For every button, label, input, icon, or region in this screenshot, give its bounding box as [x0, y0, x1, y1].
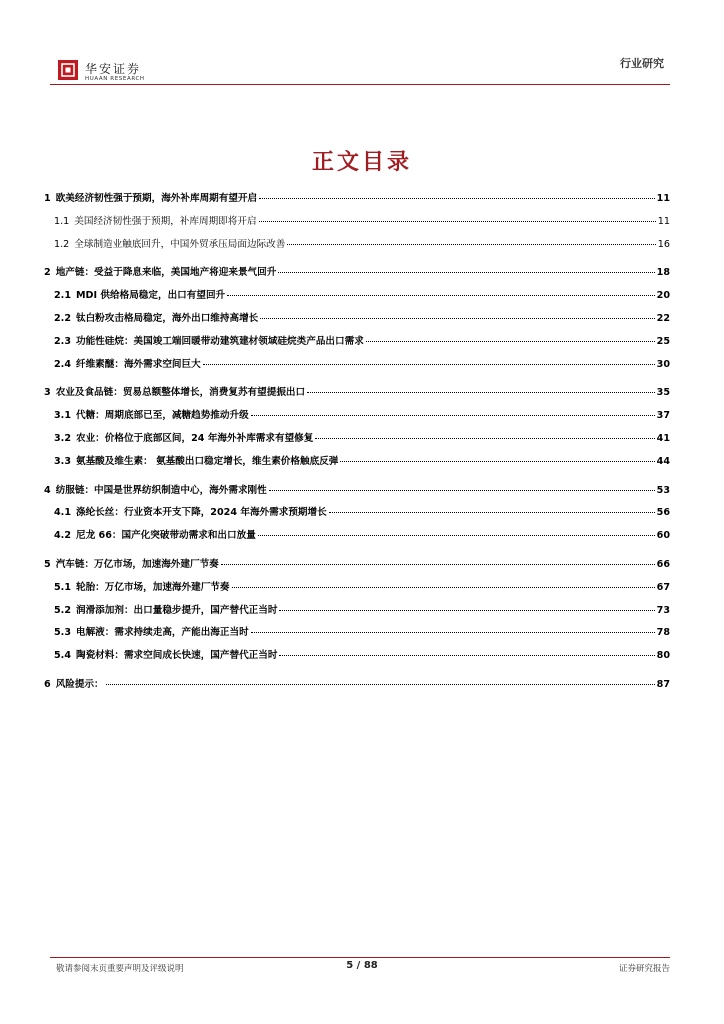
toc-leader-dots — [278, 265, 654, 273]
toc-entry-title: 钛白粉攻击格局稳定，海外出口维持高增长 — [76, 312, 259, 324]
section-label: 行业研究 — [620, 57, 664, 70]
toc-entry[interactable] — [44, 188, 670, 211]
toc-entry-page: 11 — [656, 193, 670, 204]
toc-entry-number: 3 — [44, 387, 51, 399]
toc-entry-page: 66 — [656, 558, 670, 570]
toc-entry[interactable] — [44, 331, 670, 354]
toc-entry[interactable] — [44, 234, 670, 257]
toc-entry[interactable] — [44, 405, 670, 428]
toc-entry-page: 60 — [656, 530, 670, 542]
toc-entry-page: 41 — [656, 432, 670, 444]
toc-entry-title: 全球制造业触底回升，中国外贸承压局面边际改善 — [74, 238, 286, 250]
toc-leader-dots — [106, 677, 655, 685]
logo-chinese-name: 华安证券 — [85, 62, 142, 76]
page-number — [0, 960, 724, 971]
logo-english-name: HUAAN RESEARCH — [85, 76, 145, 82]
toc-entry-number: 3.1 — [54, 410, 71, 422]
toc-entry-page: 73 — [656, 604, 670, 616]
toc-leader-dots — [279, 648, 654, 656]
toc-entry-page: 11 — [657, 215, 670, 227]
toc-entry-number: 4 — [44, 484, 51, 496]
toc-entry[interactable] — [44, 525, 670, 548]
toc-entry-title: 氨基酸及维生素： 氨基酸出口稳定增长，维生素价格触底反弹 — [76, 455, 339, 467]
toc-entry[interactable] — [44, 382, 670, 405]
toc-entry[interactable] — [44, 622, 670, 645]
header-divider — [50, 84, 670, 85]
toc-entry-page: 16 — [657, 238, 670, 250]
toc-entry-title: 润滑添加剂：出口量稳步提升，国产替代正当时 — [76, 604, 278, 616]
toc-entry[interactable] — [44, 480, 670, 503]
toc-entry-page: 67 — [656, 581, 670, 593]
toc-leader-dots — [232, 580, 655, 588]
page-current: 5 — [346, 960, 354, 971]
toc-entry-title: MDI 供给格局稳定，出口有望回升 — [76, 290, 226, 302]
toc-entry-page: 87 — [656, 678, 670, 690]
toc-entry-number: 5 — [44, 558, 51, 570]
huaan-logo-icon — [58, 60, 78, 80]
toc-entry[interactable] — [44, 211, 670, 234]
toc-leader-dots — [279, 603, 654, 611]
toc-entry[interactable] — [44, 354, 670, 377]
footer-divider — [50, 957, 670, 958]
toc-entry-page: 22 — [656, 312, 670, 324]
toc-entry[interactable] — [44, 262, 670, 285]
toc-leader-dots — [251, 408, 655, 416]
toc-entry-title: 尼龙 66：国产化突破带动需求和出口放量 — [76, 530, 256, 542]
toc-entry-title: 纺服链：中国是世界纺织制造中心，海外需求刚性 — [55, 484, 267, 496]
toc-entry[interactable] — [44, 502, 670, 525]
toc-entry-number: 5.1 — [54, 581, 71, 593]
toc-leader-dots — [366, 334, 655, 342]
toc-entry[interactable] — [44, 600, 670, 623]
toc-entry-page: 56 — [656, 507, 670, 519]
toc-entry-page: 53 — [656, 484, 670, 496]
page-header — [0, 0, 724, 90]
toc-entry-page: 18 — [656, 267, 670, 279]
page-title: 正文目录 — [311, 150, 412, 175]
toc-entry[interactable] — [44, 577, 670, 600]
toc-entry-number: 2.3 — [54, 335, 71, 347]
toc-entry-number: 5.3 — [54, 627, 71, 639]
toc-leader-dots — [258, 528, 655, 536]
toc-entry-number: 1 — [44, 193, 51, 204]
toc-entry-number: 4.1 — [54, 507, 71, 519]
toc-leader-dots — [329, 505, 655, 513]
toc-entry[interactable] — [44, 451, 670, 474]
toc-entry-title: 陶瓷材料：需求空间成长快速，国产替代正当时 — [76, 650, 278, 662]
toc-leader-dots — [260, 311, 654, 319]
toc-entry-number: 1.1 — [54, 215, 70, 227]
page-total: 88 — [363, 960, 378, 971]
toc-entry[interactable] — [44, 645, 670, 668]
toc-leader-dots — [259, 214, 656, 222]
toc-entry-title: 欧美经济韧性强于预期，海外补库周期有望开启 — [55, 193, 258, 204]
toc-entry-number: 5.2 — [54, 604, 71, 616]
toc-entry-number: 1.2 — [54, 238, 70, 250]
toc-entry-title: 轮胎：万亿市场，加速海外建厂节奏 — [76, 581, 230, 593]
toc-entry-title: 涤纶长丝：行业资本开支下降，2024 年海外需求预期增长 — [76, 507, 327, 519]
toc-leader-dots — [269, 483, 655, 491]
table-of-contents — [44, 188, 670, 697]
toc-entry-number: 2.4 — [54, 358, 71, 370]
footer-report-type: 证券研究报告 — [618, 964, 670, 974]
toc-entry-title: 农业：价格位于底部区间，24 年海外补库需求有望修复 — [76, 432, 314, 444]
toc-entry-page: 44 — [656, 455, 670, 467]
toc-leader-dots — [203, 357, 655, 365]
toc-leader-dots — [287, 237, 655, 245]
toc-leader-dots — [259, 191, 654, 199]
toc-entry-page: 78 — [656, 627, 670, 639]
toc-leader-dots — [251, 625, 655, 633]
footer-disclaimer: 敬请参阅末页重要声明及评级说明 — [56, 964, 184, 974]
toc-leader-dots — [340, 454, 654, 462]
toc-entry-number: 2.2 — [54, 312, 71, 324]
toc-leader-dots — [315, 431, 654, 439]
toc-entry-title: 纤维素醚：海外需求空间巨大 — [76, 358, 201, 370]
toc-entry[interactable] — [44, 554, 670, 577]
toc-entry[interactable] — [44, 674, 670, 697]
toc-entry-page: 25 — [656, 335, 670, 347]
toc-entry-page: 20 — [656, 290, 670, 302]
toc-entry-page: 30 — [656, 358, 670, 370]
toc-entry-title: 功能性硅烷：美国竣工端回暖带动建筑建材领域硅烷类产品出口需求 — [76, 335, 364, 347]
toc-entry-title: 风险提示： — [55, 678, 104, 690]
page-separator: / — [353, 960, 364, 971]
toc-entry-number: 2 — [44, 267, 51, 279]
toc-leader-dots — [227, 288, 655, 296]
toc-entry-number: 5.4 — [54, 650, 71, 662]
toc-leader-dots — [307, 385, 655, 393]
toc-entry-number: 6 — [44, 678, 51, 690]
toc-entry-page: 37 — [656, 410, 670, 422]
toc-entry[interactable] — [44, 308, 670, 331]
toc-entry-title: 美国经济韧性强于预期，补库周期即将开启 — [74, 215, 257, 227]
toc-entry[interactable] — [44, 285, 670, 308]
toc-entry-number: 2.1 — [54, 290, 71, 302]
toc-entry-title: 汽车链：万亿市场，加速海外建厂节奏 — [55, 558, 219, 570]
toc-entry-page: 80 — [656, 650, 670, 662]
toc-entry-number: 3.2 — [54, 432, 71, 444]
toc-entry-page: 35 — [656, 387, 670, 399]
toc-entry-number: 3.3 — [54, 455, 71, 467]
toc-entry-title: 代糖：周期底部已至，减糖趋势推动升级 — [76, 410, 249, 422]
toc-entry-title: 地产链：受益于降息来临，美国地产将迎来景气回升 — [55, 267, 277, 279]
toc-leader-dots — [221, 557, 655, 565]
toc-entry[interactable] — [44, 428, 670, 451]
toc-entry-title: 电解液：需求持续走高，产能出海正当时 — [76, 627, 249, 639]
toc-entry-number: 4.2 — [54, 530, 71, 542]
toc-entry-title: 农业及食品链：贸易总额整体增长，消费复苏有望提振出口 — [55, 387, 306, 399]
